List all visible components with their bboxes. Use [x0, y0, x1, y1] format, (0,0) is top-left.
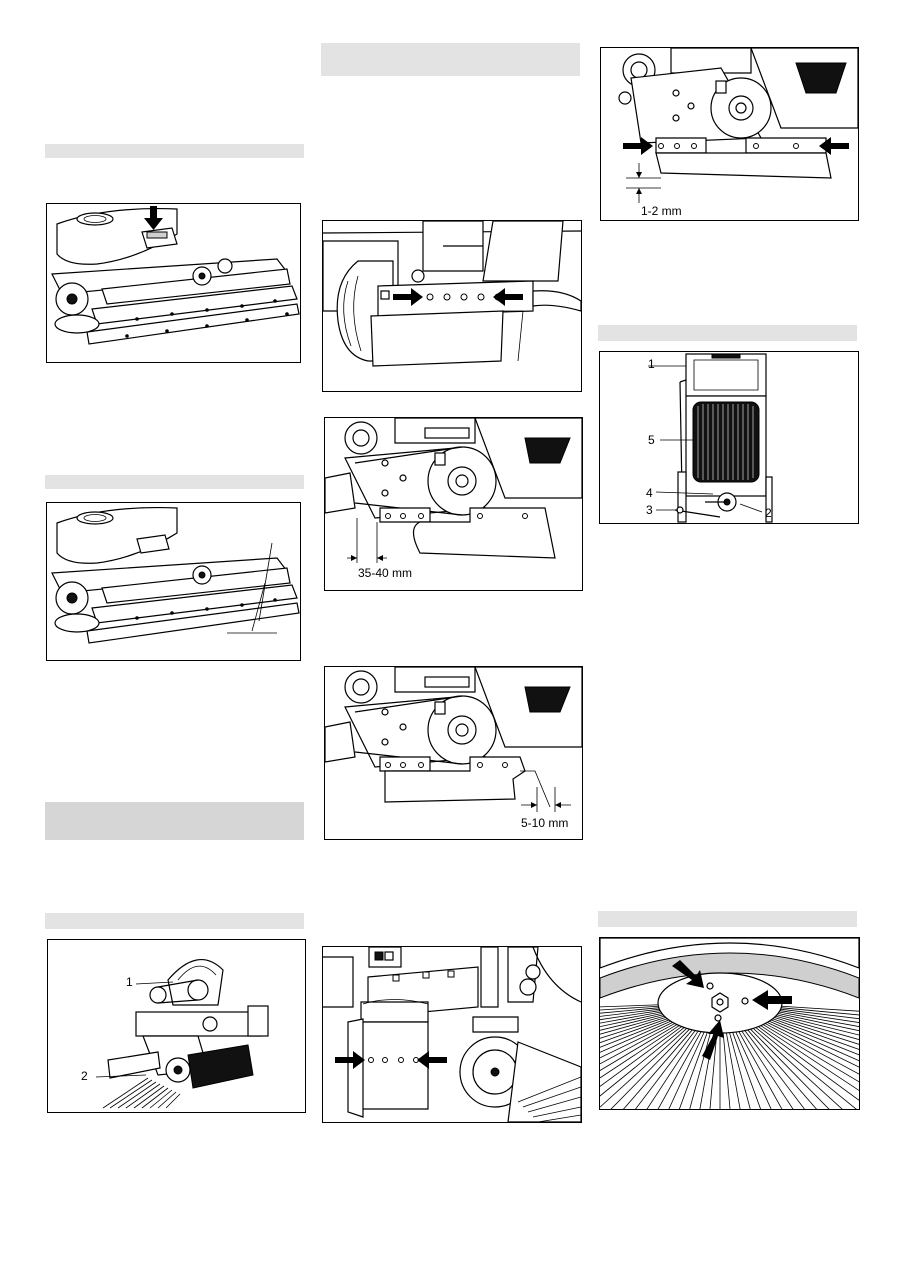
figure-brush-hub [599, 937, 860, 1110]
callout-5: 5 [648, 433, 655, 447]
section-header-bar [45, 913, 304, 929]
section-header-bar [598, 325, 857, 341]
figure-brush-unit [47, 939, 306, 1113]
figure-squeegee-release [46, 203, 301, 363]
dimension-label: 5-10 mm [521, 816, 569, 830]
callout-2: 2 [765, 506, 772, 520]
section-header-bar [45, 144, 304, 158]
figure-side-lip-fastening [322, 220, 582, 392]
callout-3: 3 [646, 503, 653, 517]
dimension-arrow-icon [636, 163, 642, 203]
figure-side-clearance [324, 417, 583, 591]
figure-mounting-gap [600, 47, 859, 221]
figure-end-clearance [324, 666, 583, 840]
figure-filter [599, 351, 859, 524]
figure-rear-lip-fastening [322, 946, 582, 1123]
chapter-header-bar [45, 802, 304, 840]
callout-1: 1 [126, 975, 133, 989]
section-header-bar [45, 475, 304, 489]
dimension-arrow-icon [347, 555, 387, 561]
callout-4: 4 [646, 486, 653, 500]
callout-1: 1 [648, 357, 655, 371]
figure-squeegee-assembly [46, 502, 301, 661]
callout-2: 2 [81, 1069, 88, 1083]
dimension-label: 35-40 mm [358, 566, 413, 580]
section-header-bar [321, 43, 580, 76]
section-header-bar [598, 911, 857, 927]
dimension-arrow-icon [521, 802, 571, 808]
dimension-label: 1-2 mm [641, 204, 682, 218]
